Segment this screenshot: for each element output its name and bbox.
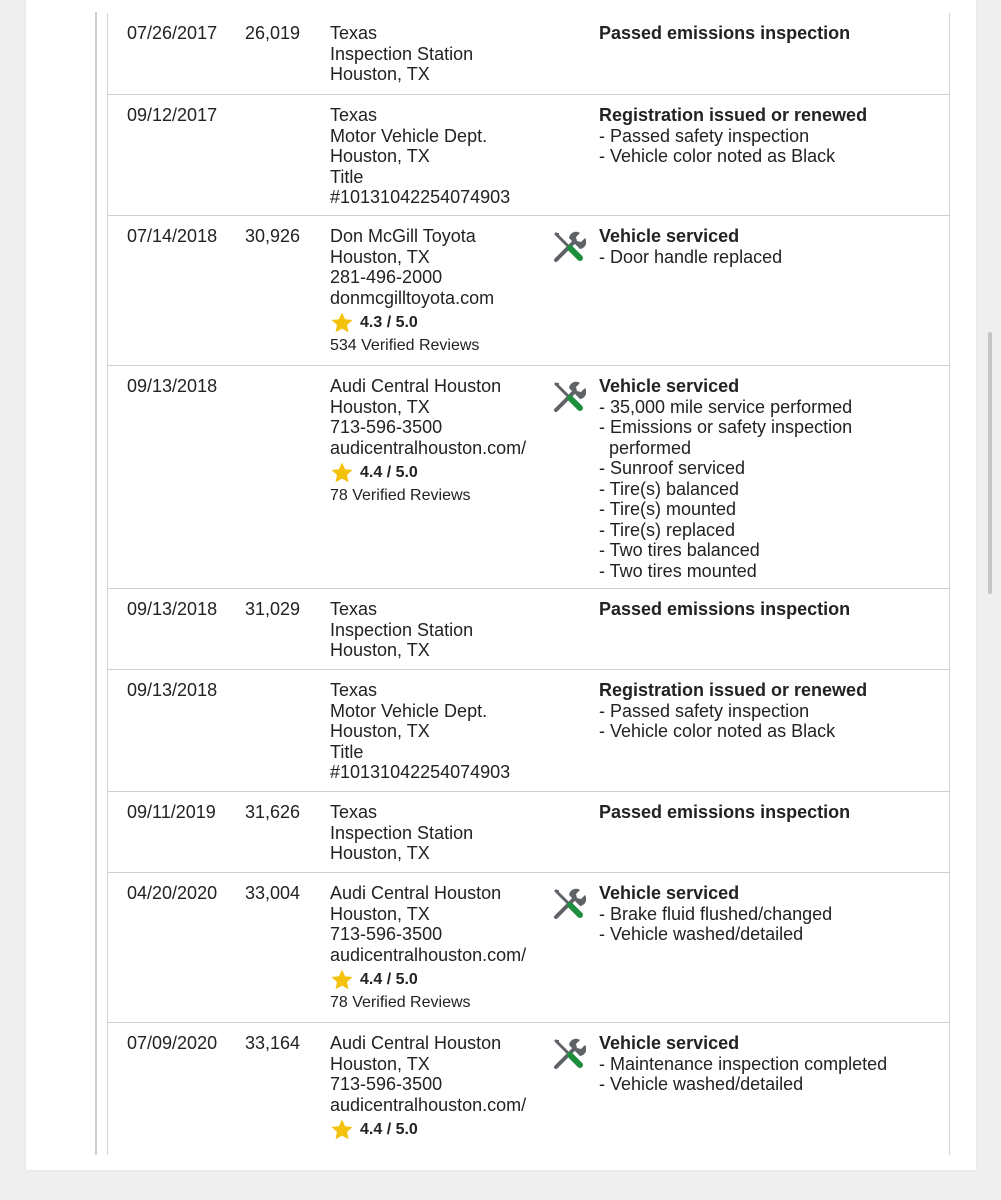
source-line: 713-596-3500 xyxy=(330,417,443,437)
history-record xyxy=(108,588,949,669)
source-line: Houston, TX xyxy=(330,721,430,741)
report-page xyxy=(26,0,976,1170)
record-date: 09/13/2018 xyxy=(127,599,218,619)
star-icon xyxy=(330,968,354,992)
history-record xyxy=(108,872,949,1022)
record-title: Passed emissions inspection xyxy=(599,802,851,822)
record-details xyxy=(599,802,850,823)
record-source xyxy=(330,802,473,864)
source-line: 713-596-3500 xyxy=(330,924,443,944)
detail-item: - Tire(s) mounted xyxy=(599,499,737,519)
detail-item: - Emissions or safety inspection xyxy=(599,417,853,437)
source-line: Houston, TX xyxy=(330,640,430,660)
history-record xyxy=(108,365,949,588)
detail-item: - Passed safety inspection xyxy=(599,125,810,146)
source-line: Houston, TX xyxy=(330,396,430,417)
record-details xyxy=(599,1033,887,1095)
rating-value: 4.4 / 5.0 xyxy=(360,970,418,988)
detail-item: - Passed safety inspection xyxy=(599,700,810,721)
source-line: Houston, TX xyxy=(330,146,430,166)
record-source xyxy=(330,599,473,661)
rating xyxy=(330,1118,526,1142)
rating xyxy=(330,461,526,485)
rating xyxy=(330,968,526,992)
detail-item: - Vehicle color noted as Black xyxy=(599,721,836,741)
history-record xyxy=(108,94,949,215)
source-line: #10131042254074903 xyxy=(330,762,511,782)
detail-item: - Tire(s) replaced xyxy=(599,519,736,540)
history-record xyxy=(108,791,949,872)
record-details xyxy=(599,599,850,620)
source-line: Houston, TX xyxy=(330,246,430,267)
detail-item: - Vehicle color noted as Black xyxy=(599,146,836,166)
record-title: Registration issued or renewed xyxy=(599,105,868,125)
record-source xyxy=(330,23,473,85)
source-line: Title xyxy=(330,741,364,762)
record-source xyxy=(330,1033,526,1142)
record-date: 09/12/2017 xyxy=(127,105,218,125)
record-date: 09/11/2019 xyxy=(127,802,216,822)
detail-item: - Sunroof serviced xyxy=(599,458,746,478)
record-source xyxy=(330,105,510,208)
source-line: Texas xyxy=(330,105,378,125)
star-icon xyxy=(330,311,354,335)
wrench-screwdriver-icon xyxy=(552,380,586,414)
source-line: Don McGill Toyota xyxy=(330,226,476,246)
history-record xyxy=(108,669,949,791)
record-title: Vehicle serviced xyxy=(599,226,740,246)
record-date: 07/14/2018 xyxy=(127,226,218,246)
detail-item: - Vehicle washed/detailed xyxy=(599,924,804,944)
source-line: Motor Vehicle Dept. xyxy=(330,125,488,146)
detail-item: - 35,000 mile service performed xyxy=(599,396,853,417)
record-mileage: 33,004 xyxy=(245,883,301,903)
star-icon xyxy=(330,1118,354,1142)
record-title: Vehicle serviced xyxy=(599,1033,740,1053)
record-date: 09/13/2018 xyxy=(127,680,218,700)
record-date: 07/09/2020 xyxy=(127,1033,218,1053)
history-record xyxy=(108,1022,949,1155)
source-line: 281-496-2000 xyxy=(330,267,443,287)
rating-value: 4.3 / 5.0 xyxy=(360,313,418,331)
record-details xyxy=(599,680,867,742)
record-mileage: 31,029 xyxy=(245,599,301,619)
record-mileage: 30,926 xyxy=(245,226,301,246)
detail-item: - Brake fluid flushed/changed xyxy=(599,903,833,924)
wrench-screwdriver-icon xyxy=(552,887,586,921)
detail-item: - Two tires balanced xyxy=(599,540,760,560)
service-icon xyxy=(552,887,586,921)
record-mileage: 26,019 xyxy=(245,23,301,43)
star-icon xyxy=(330,461,354,485)
record-title: Vehicle serviced xyxy=(599,883,740,903)
detail-item: - Vehicle washed/detailed xyxy=(599,1074,804,1094)
record-details xyxy=(599,376,852,581)
rating xyxy=(330,311,494,335)
source-line: Audi Central Houston xyxy=(330,1033,502,1053)
source-line: Houston, TX xyxy=(330,64,430,84)
source-line: #10131042254074903 xyxy=(330,187,511,207)
record-mileage: 31,626 xyxy=(245,802,301,822)
source-line: Houston, TX xyxy=(330,843,430,863)
service-icon xyxy=(552,230,586,264)
record-details xyxy=(599,226,782,267)
source-line: Houston, TX xyxy=(330,1053,430,1074)
source-line: Inspection Station xyxy=(330,822,474,843)
record-title: Passed emissions inspection xyxy=(599,599,851,619)
wrench-screwdriver-icon xyxy=(552,1037,586,1071)
record-date: 04/20/2020 xyxy=(127,883,218,903)
source-website-link[interactable]: audicentralhouston.com/ xyxy=(330,437,527,458)
record-source xyxy=(330,376,526,507)
history-table xyxy=(107,13,950,1155)
source-line: Texas xyxy=(330,680,378,700)
detail-item: - Tire(s) balanced xyxy=(599,478,740,499)
record-date: 09/13/2018 xyxy=(127,376,218,396)
record-details xyxy=(599,23,850,44)
service-icon xyxy=(552,1037,586,1071)
source-line: Motor Vehicle Dept. xyxy=(330,700,488,721)
source-line: 713-596-3500 xyxy=(330,1074,443,1094)
rating-value: 4.4 / 5.0 xyxy=(360,463,418,481)
record-title: Vehicle serviced xyxy=(599,376,740,396)
source-line: Texas xyxy=(330,802,378,822)
source-line: Texas xyxy=(330,23,378,43)
source-line: Inspection Station xyxy=(330,43,474,64)
record-source xyxy=(330,226,494,357)
detail-item: - Door handle replaced xyxy=(599,246,783,267)
record-source xyxy=(330,883,526,1014)
timeline-rail xyxy=(95,12,97,1155)
source-line: Title xyxy=(330,166,364,187)
detail-item: performed xyxy=(599,437,692,458)
source-website-link[interactable]: audicentralhouston.com/ xyxy=(330,1094,527,1115)
record-date: 07/26/2017 xyxy=(127,23,218,43)
history-record xyxy=(108,215,949,365)
source-line: Texas xyxy=(330,599,378,619)
rating-value: 4.4 / 5.0 xyxy=(360,1120,418,1138)
verified-reviews-link[interactable]: 78 Verified Reviews xyxy=(330,487,471,504)
record-mileage: 33,164 xyxy=(245,1033,301,1053)
record-source xyxy=(330,680,510,783)
source-website-link[interactable]: audicentralhouston.com/ xyxy=(330,944,527,965)
record-details xyxy=(599,105,867,167)
detail-item: - Two tires mounted xyxy=(599,560,757,581)
wrench-screwdriver-icon xyxy=(552,230,586,264)
source-line: Houston, TX xyxy=(330,903,430,924)
verified-reviews-link[interactable]: 534 Verified Reviews xyxy=(330,337,480,354)
record-details xyxy=(599,883,832,945)
scrollbar[interactable] xyxy=(988,332,992,594)
source-line: Inspection Station xyxy=(330,619,474,640)
detail-item: - Maintenance inspection completed xyxy=(599,1053,888,1074)
service-icon xyxy=(552,380,586,414)
verified-reviews-link[interactable]: 78 Verified Reviews xyxy=(330,994,471,1011)
source-website-link[interactable]: donmcgilltoyota.com xyxy=(330,287,495,308)
history-record xyxy=(108,13,949,94)
record-title: Passed emissions inspection xyxy=(599,23,851,43)
record-title: Registration issued or renewed xyxy=(599,680,868,700)
source-line: Audi Central Houston xyxy=(330,376,502,396)
source-line: Audi Central Houston xyxy=(330,883,502,903)
